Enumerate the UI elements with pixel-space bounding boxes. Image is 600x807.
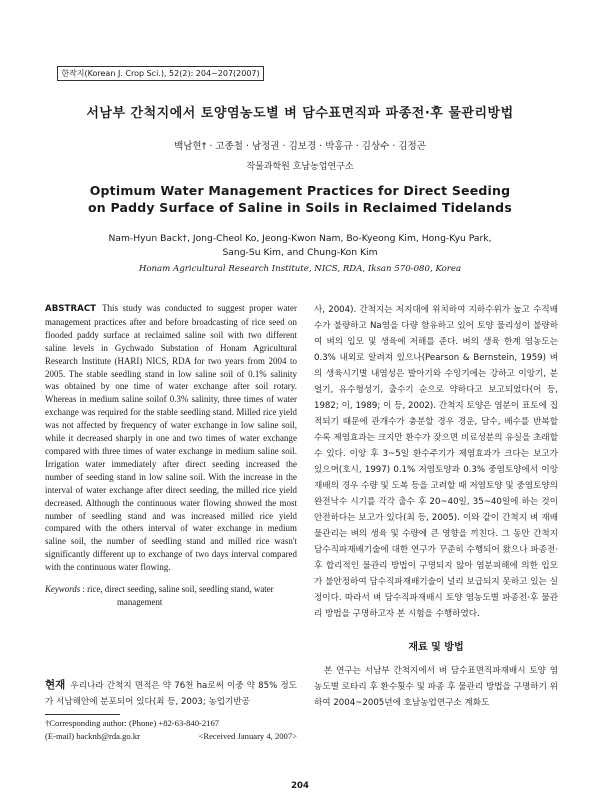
keywords-text: : rice, direct seeding, saline soil, seedling stand, water management	[82, 584, 274, 607]
corresponding-author: †Corresponding author: (Phone) +82-63-840-2167	[45, 718, 220, 728]
body-paragraph: 본 연구는 서남부 간척지에서 벼 담수표면직파재배시 토양 염농도별 로타리 후 환수횟수 및 파종 후 물관리 방법을 구명하기 위하여 2004~2005년에 호남농업연구소 계화도	[314, 666, 558, 708]
authors-english-line: Nam-Hyun Back†, Jong-Cheol Ko, Jeong-Kwon Nam, Bo-Kyeong Kim, Hong-Kyu Park,	[108, 233, 492, 244]
footnote-row	[45, 730, 297, 743]
page-number: 204	[291, 781, 309, 791]
affiliation-korean: 작물과학원 호남농업연구소	[246, 162, 354, 172]
abstract	[45, 302, 297, 574]
title-english-line: on Paddy Surface of Saline in Soils in Reclaimed Tidelands	[88, 200, 512, 215]
received-date: <Received January 4, 2007>	[198, 731, 297, 741]
title-english-line: Optimum Water Management Practices for Direct Seeding	[89, 183, 511, 198]
affiliation-english: Honam Agricultural Research Institute, NICS, RDA, Iksan 570-080, Korea	[138, 264, 462, 274]
keywords-label: Keywords	[45, 584, 81, 595]
author-email: (E-mail) backnh@rda.go.kr	[45, 731, 141, 741]
right-column	[314, 302, 558, 711]
introduction-lead-word: 현재	[45, 679, 66, 691]
section-heading: 재료 및 방법	[408, 642, 464, 653]
abstract-label: ABSTRACT	[45, 304, 97, 314]
title-english	[60, 182, 540, 216]
title-korean: 서남부 간척지에서 토양염농도별 벼 담수표면직파 파종전·후 물관리방법	[86, 106, 514, 121]
introduction-paragraph	[45, 678, 297, 710]
footnote	[45, 717, 297, 743]
introduction-text: 우리나라 간척지 면적은 약 76천 ha로써 이중 약 85% 정도가 서남해안에 분포되어 있다(최 등, 2003; 농업기반공	[45, 681, 297, 707]
authors-korean: 백남현† · 고종철 · 남정권 · 김보경 · 박홍규 · 김상수 · 김정곤	[174, 141, 426, 152]
left-column	[45, 302, 297, 609]
journal-citation: 한작지(Korean J. Crop Sci.), 52(2): 204~207(2007)	[57, 66, 264, 81]
authors-english-line: Sang-Su Kim, and Chung-Kon Kim	[222, 247, 378, 258]
footnote-divider	[45, 714, 120, 715]
keywords	[45, 583, 297, 609]
abstract-text: This study was conducted to suggest proper water management practices after and before broadcasting of rice seed on flooded paddy surface at reclaimed saline soil with two different saline levels in Gychwado Substation of Honam Agricultural Research Institute (HARI) NICS, RDA for two years from 2004 to 2005. The stable seedling stand in low saline soil of 0.1% salinity was obtained by one time of water exchange after soil rotary. Whereas in medium saline soilof 0.3% salinity, three times of water exchange was required for the stable seedling stand. Milled rice yield was not affected by frequency of water exchange in low saline soil, while it decreased sharply in one and two times of water exchange compared with three times of water exchange in medium saline soil. Irrigation water immediately after direct seeding increased the number of seeding stand in low saline soil. With the increase in the interval of water exchange after direct seeding, the milled rice yield decreased. Although the continuous water flowing showed the most number of seedling stand and was increased milled rice yield compared with the others interval of water exchange in medium saline soil, the number of seedling stand and milled rice wasn't significantly different up to exchange of two days interval compared with the continuous water flowing.	[45, 303, 297, 573]
body-paragraph: 사, 2004). 간척지는 저지대에 위치하여 지하수위가 높고 수직배수가 불량하고 Na염을 다량 함유하고 있어 토양 물리성이 불량하여 벼의 입모 및 생육에 저해를 준다. 벼의 생육 한계 염농도는 0.3% 내외로 알려져 있으나(Pearson & Bernstein, 1959) 벼의 생육시기별 내염성은 발아기와 수잉기에는 강하고 이앙기, 분얼기, 유수형성기, 출수기 순으로 약하다고 보고되었다(어 등, 1982; 이, 1989; 이 등, 2002). 간척지 토양은 염분이 표토에 집적되기 때문에 관개수가 충분할 경우 경운, 담수, 배수를 반복할 수록 제염효과는 크지만 환수가 잦으면 비료성분의 유실을 초래할 수 있다. 이앙 후 3~5일 환수주기가 제염효과가 크다는 보고가 있으며(호시, 1997) 0.1% 저염토양과 0.3% 중염토양에서 이앙재배의 경우 수량 및 도복 등을 고려할 때 저염토양 및 중염토양의 완전낙수 시기를 각각 출수 후 20~40일, 35~40일에 하는 것이 안전하다는 보고가 있다(최 등, 2005). 이와 같이 간척지 벼 재배 물관리는 벼의 생육 및 수량에 큰 영향을 끼친다. 그 동안 간척지 담수직파재배기술에 대한 연구가 꾸준히 수행되어 왔으나 파종전·후 합리적인 물관리 방법이 구명되지 않아 염분피해에 의한 입모가 불안정하여 담수직파재배기술이 널리 보급되지 못하고 있는 실정이다. 따라서 벼 담수직파재배시 토양 염농도별 파종전·후 물관리 방법을 구명하고자 본 시험을 수행하였다.	[314, 305, 558, 619]
authors-english	[70, 232, 530, 260]
